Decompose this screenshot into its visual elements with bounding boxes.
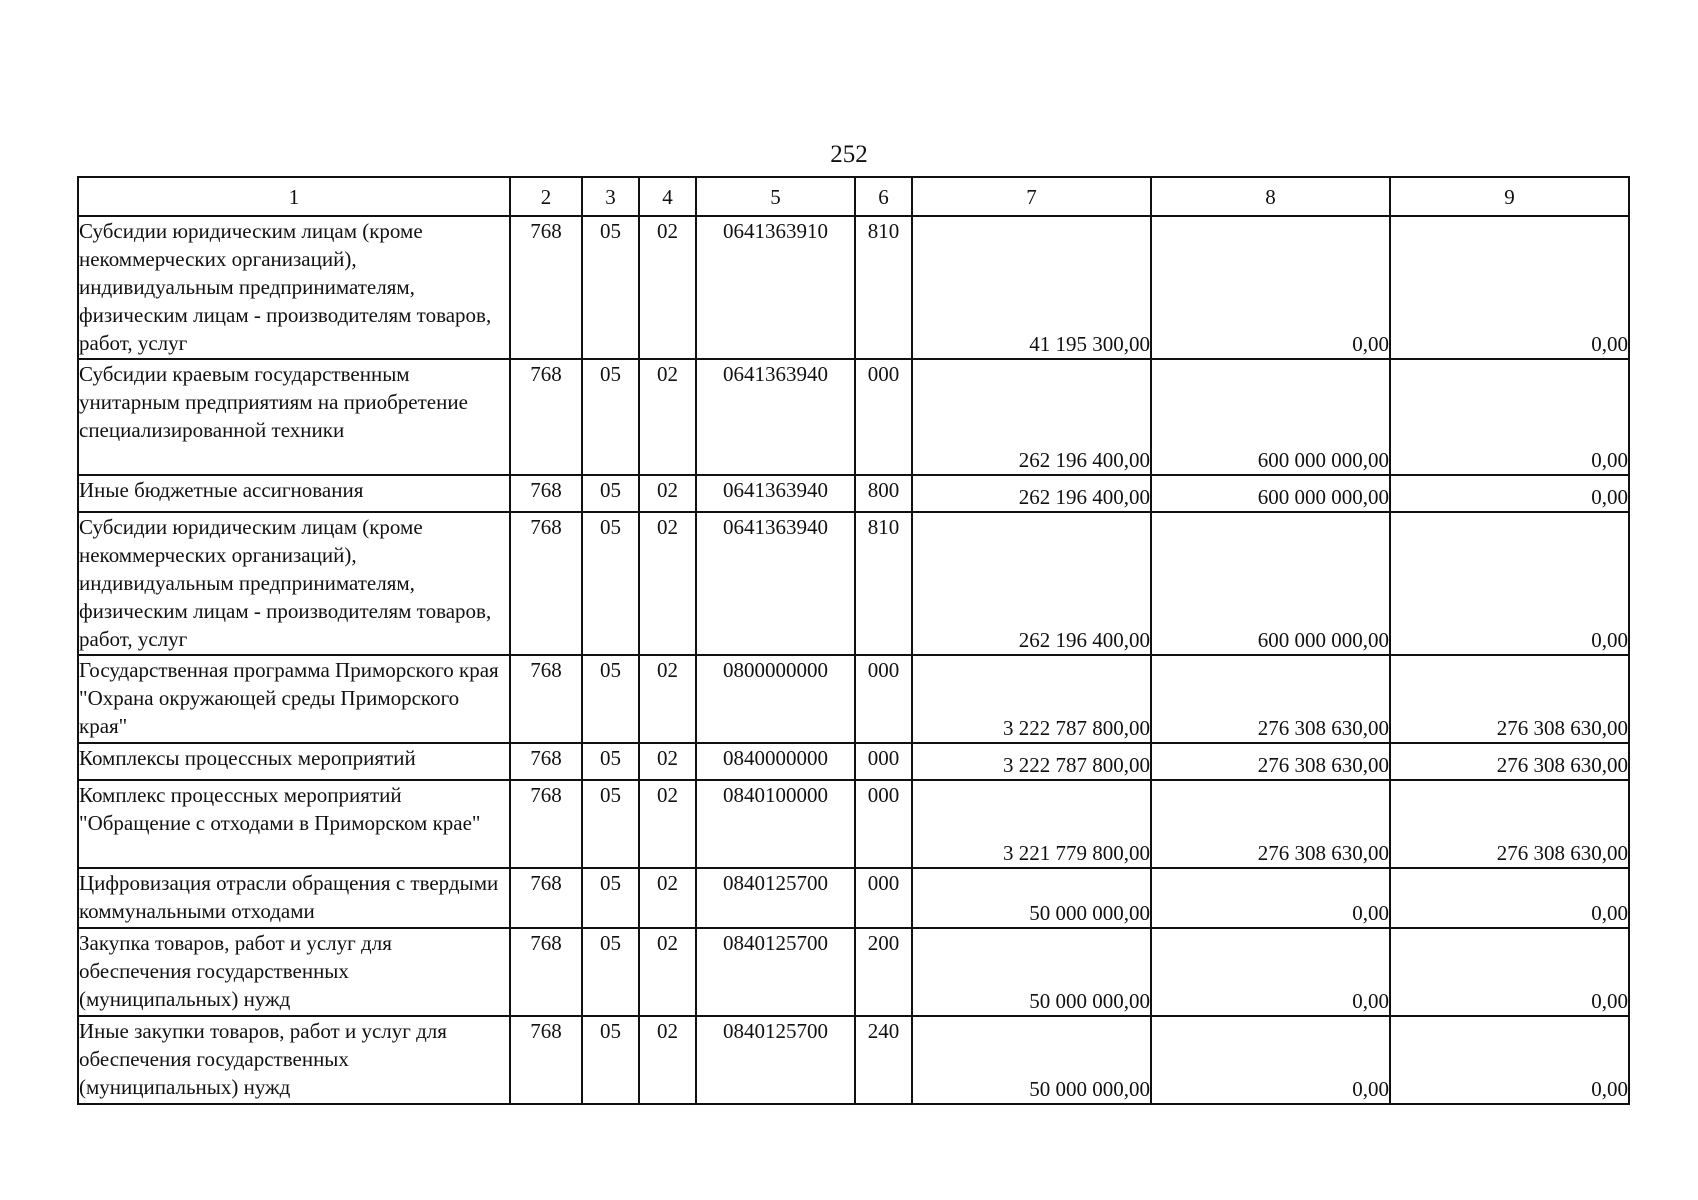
cell-code-3: 05 <box>582 928 639 1016</box>
cell-amount-9: 276 308 630,00 <box>1390 780 1629 868</box>
cell-code-5: 0840100000 <box>696 780 855 868</box>
table-row <box>78 780 1629 868</box>
table-row <box>78 216 1629 359</box>
cell-code-6: 800 <box>855 475 912 512</box>
table-row <box>78 928 1629 1016</box>
cell-code-2: 768 <box>510 216 582 359</box>
cell-amount-8: 600 000 000,00 <box>1151 359 1390 475</box>
cell-code-3: 05 <box>582 512 639 655</box>
cell-code-4: 02 <box>639 928 696 1016</box>
cell-code-5: 0641363940 <box>696 475 855 512</box>
cell-code-4: 02 <box>639 475 696 512</box>
column-header: 4 <box>639 177 696 216</box>
cell-amount-7: 50 000 000,00 <box>912 928 1151 1016</box>
cell-code-3: 05 <box>582 1016 639 1104</box>
cell-amount-7: 262 196 400,00 <box>912 359 1151 475</box>
column-header: 8 <box>1151 177 1390 216</box>
cell-code-2: 768 <box>510 655 582 743</box>
cell-amount-8: 0,00 <box>1151 216 1390 359</box>
table-row <box>78 868 1629 928</box>
header-row <box>78 177 1629 216</box>
row-name: Субсидии юридическим лицам (кроме некоммерческих организаций), индивидуальным предпринимателям, физическим лицам - производителям товаров, работ, услуг <box>78 216 510 359</box>
cell-code-3: 05 <box>582 780 639 868</box>
cell-amount-7: 41 195 300,00 <box>912 216 1151 359</box>
cell-code-3: 05 <box>582 655 639 743</box>
cell-code-6: 000 <box>855 359 912 475</box>
cell-code-4: 02 <box>639 868 696 928</box>
cell-amount-8: 600 000 000,00 <box>1151 512 1390 655</box>
table-row <box>78 359 1629 475</box>
cell-code-3: 05 <box>582 743 639 780</box>
cell-code-4: 02 <box>639 216 696 359</box>
cell-code-6: 810 <box>855 216 912 359</box>
cell-code-2: 768 <box>510 743 582 780</box>
row-name: Иные закупки товаров, работ и услуг для обеспечения государственных (муниципальных) нужд <box>78 1016 510 1104</box>
row-name: Субсидии юридическим лицам (кроме некоммерческих организаций), индивидуальным предпринимателям, физическим лицам - производителям товаров, работ, услуг <box>78 512 510 655</box>
column-header: 5 <box>696 177 855 216</box>
cell-amount-8: 0,00 <box>1151 1016 1390 1104</box>
cell-code-5: 0840125700 <box>696 868 855 928</box>
cell-amount-8: 0,00 <box>1151 928 1390 1016</box>
column-header: 1 <box>78 177 510 216</box>
cell-amount-9: 0,00 <box>1390 475 1629 512</box>
cell-code-3: 05 <box>582 359 639 475</box>
cell-code-4: 02 <box>639 512 696 655</box>
column-header: 9 <box>1390 177 1629 216</box>
cell-code-4: 02 <box>639 655 696 743</box>
cell-amount-9: 0,00 <box>1390 512 1629 655</box>
table-row <box>78 475 1629 512</box>
cell-code-5: 0641363940 <box>696 512 855 655</box>
cell-code-2: 768 <box>510 868 582 928</box>
page-number: 252 <box>830 141 868 168</box>
cell-amount-7: 3 222 787 800,00 <box>912 655 1151 743</box>
cell-code-3: 05 <box>582 475 639 512</box>
cell-code-2: 768 <box>510 512 582 655</box>
cell-code-4: 02 <box>639 743 696 780</box>
row-name: Комплексы процессных мероприятий <box>78 743 510 780</box>
table-row <box>78 743 1629 780</box>
cell-code-4: 02 <box>639 1016 696 1104</box>
row-name: Цифровизация отрасли обращения с твердыми коммунальными отходами <box>78 868 510 928</box>
column-header: 2 <box>510 177 582 216</box>
cell-code-5: 0641363910 <box>696 216 855 359</box>
row-name: Закупка товаров, работ и услуг для обеспечения государственных (муниципальных) нужд <box>78 928 510 1016</box>
table-row <box>78 655 1629 743</box>
cell-amount-7: 3 221 779 800,00 <box>912 780 1151 868</box>
table-row <box>78 512 1629 655</box>
cell-amount-7: 262 196 400,00 <box>912 475 1151 512</box>
row-name: Комплекс процессных мероприятий "Обращение с отходами в Приморском крае" <box>78 780 510 868</box>
budget-table <box>77 176 1630 1105</box>
cell-amount-8: 600 000 000,00 <box>1151 475 1390 512</box>
cell-amount-7: 50 000 000,00 <box>912 1016 1151 1104</box>
cell-code-6: 240 <box>855 1016 912 1104</box>
cell-amount-8: 276 308 630,00 <box>1151 743 1390 780</box>
cell-amount-8: 276 308 630,00 <box>1151 655 1390 743</box>
cell-code-5: 0840000000 <box>696 743 855 780</box>
cell-code-5: 0840125700 <box>696 1016 855 1104</box>
cell-amount-9: 276 308 630,00 <box>1390 743 1629 780</box>
row-name: Государственная программа Приморского края "Охрана окружающей среды Приморского края" <box>78 655 510 743</box>
cell-amount-9: 0,00 <box>1390 359 1629 475</box>
cell-code-5: 0800000000 <box>696 655 855 743</box>
cell-code-5: 0641363940 <box>696 359 855 475</box>
cell-amount-9: 276 308 630,00 <box>1390 655 1629 743</box>
row-name: Субсидии краевым государственным унитарным предприятиям на приобретение специализированной техники <box>78 359 510 475</box>
cell-code-5: 0840125700 <box>696 928 855 1016</box>
column-header: 6 <box>855 177 912 216</box>
cell-code-3: 05 <box>582 216 639 359</box>
cell-code-6: 000 <box>855 780 912 868</box>
cell-amount-7: 50 000 000,00 <box>912 868 1151 928</box>
cell-amount-7: 262 196 400,00 <box>912 512 1151 655</box>
cell-code-6: 200 <box>855 928 912 1016</box>
cell-code-2: 768 <box>510 928 582 1016</box>
row-name: Иные бюджетные ассигнования <box>78 475 510 512</box>
cell-code-6: 000 <box>855 868 912 928</box>
column-header: 7 <box>912 177 1151 216</box>
cell-amount-9: 0,00 <box>1390 216 1629 359</box>
cell-amount-9: 0,00 <box>1390 1016 1629 1104</box>
table-row <box>78 1016 1629 1104</box>
cell-code-2: 768 <box>510 1016 582 1104</box>
cell-code-2: 768 <box>510 475 582 512</box>
cell-code-4: 02 <box>639 359 696 475</box>
cell-amount-9: 0,00 <box>1390 928 1629 1016</box>
cell-code-4: 02 <box>639 780 696 868</box>
cell-amount-8: 276 308 630,00 <box>1151 780 1390 868</box>
cell-code-6: 000 <box>855 655 912 743</box>
cell-amount-9: 0,00 <box>1390 868 1629 928</box>
column-header: 3 <box>582 177 639 216</box>
cell-amount-7: 3 222 787 800,00 <box>912 743 1151 780</box>
cell-code-2: 768 <box>510 359 582 475</box>
cell-code-2: 768 <box>510 780 582 868</box>
cell-code-6: 810 <box>855 512 912 655</box>
cell-code-6: 000 <box>855 743 912 780</box>
cell-code-3: 05 <box>582 868 639 928</box>
cell-amount-8: 0,00 <box>1151 868 1390 928</box>
